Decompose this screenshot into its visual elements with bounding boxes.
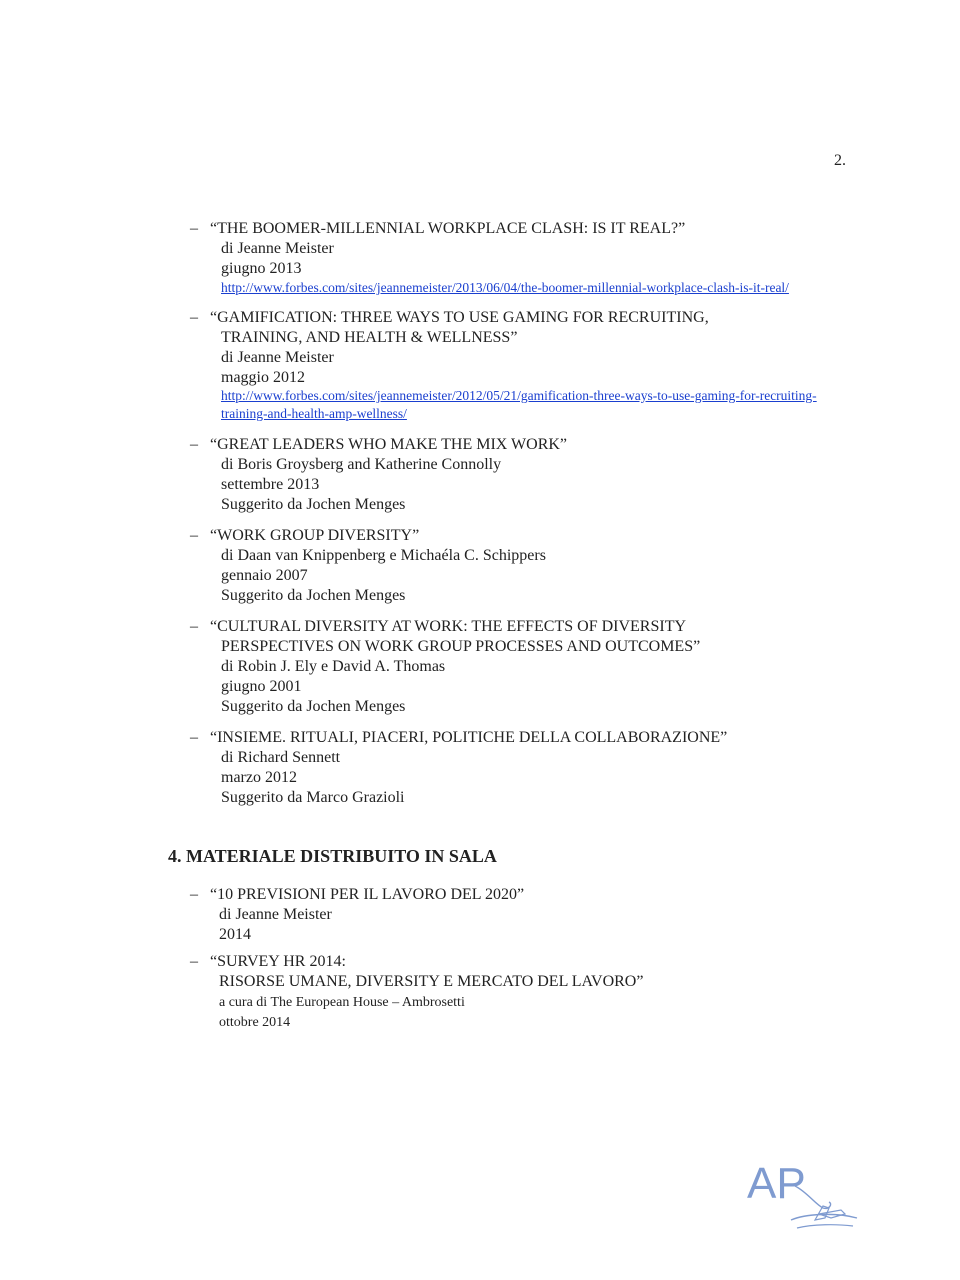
entry-title: “SURVEY HR 2014: (210, 953, 346, 970)
entry-date: gennaio 2007 (221, 567, 308, 584)
list-dash: – (190, 220, 198, 237)
list-dash: – (190, 527, 198, 544)
entry-author: di Daan van Knippenberg e Michaéla C. Schippers (221, 547, 546, 564)
entry-date: settembre 2013 (221, 476, 320, 493)
list-dash: – (190, 729, 198, 746)
ap-logo (745, 1158, 865, 1238)
entry-suggested-by: Suggerito da Jochen Menges (221, 698, 406, 715)
list-dash: – (190, 886, 198, 903)
list-dash: – (190, 309, 198, 326)
entry-date: giugno 2001 (221, 678, 302, 695)
entry-title: “CULTURAL DIVERSITY AT WORK: THE EFFECTS OF DIVERSITY (210, 618, 687, 635)
entry-author: di Jeanne Meister (221, 349, 334, 366)
entry-title: “GREAT LEADERS WHO MAKE THE MIX WORK” (210, 436, 568, 453)
entry-author: di Richard Sennett (221, 749, 341, 766)
entry-title-continued: PERSPECTIVES ON WORK GROUP PROCESSES AND OUTCOMES” (221, 638, 701, 655)
entry-author: di Robin J. Ely e David A. Thomas (221, 658, 446, 675)
entry-date: maggio 2012 (221, 369, 305, 386)
entry-title: “INSIEME. RITUALI, PIACERI, POLITICHE DELLA COLLABORAZIONE” (210, 729, 728, 746)
entry-link[interactable]: http://www.forbes.com/sites/jeannemeister/2012/05/21/gamification-three-ways-to-use-gaming-for-recruiting- (221, 388, 817, 403)
entry-author: di Jeanne Meister (219, 906, 332, 923)
entry-title: “WORK GROUP DIVERSITY” (210, 527, 420, 544)
entry-link-continued[interactable]: training-and-health-amp-wellness/ (221, 406, 407, 421)
page-number: 2. (834, 152, 846, 169)
entry-suggested-by: Suggerito da Jochen Menges (221, 587, 406, 604)
logo-text: AP (747, 1159, 806, 1208)
entry-suggested-by: Suggerito da Jochen Menges (221, 496, 406, 513)
section-heading: 4. MATERIALE DISTRIBUITO IN SALA (168, 846, 497, 866)
entry-date: marzo 2012 (221, 769, 297, 786)
list-dash: – (190, 618, 198, 635)
entry-title-continued: RISORSE UMANE, DIVERSITY E MERCATO DEL LAVORO” (219, 973, 644, 990)
entry-author: a cura di The European House – Ambrosetti (219, 995, 465, 1010)
entry-title-continued: TRAINING, AND HEALTH & WELLNESS” (221, 329, 518, 346)
entry-link[interactable]: http://www.forbes.com/sites/jeannemeister/2013/06/04/the-boomer-millennial-workplace-clash-is-it-real/ (221, 280, 789, 295)
entry-title: “THE BOOMER-MILLENNIAL WORKPLACE CLASH: IS IT REAL?” (210, 220, 686, 237)
list-dash: – (190, 436, 198, 453)
entry-title: “GAMIFICATION: THREE WAYS TO USE GAMING FOR RECRUITING, (210, 309, 709, 326)
entry-author: di Jeanne Meister (221, 240, 334, 257)
entry-author: di Boris Groysberg and Katherine Connolly (221, 456, 502, 473)
entry-date: giugno 2013 (221, 260, 302, 277)
list-dash: – (190, 953, 198, 970)
ap-logo-mark (745, 1158, 865, 1238)
entry-title: “10 PREVISIONI PER IL LAVORO DEL 2020” (210, 886, 525, 903)
entry-date: ottobre 2014 (219, 1015, 291, 1030)
entry-date: 2014 (219, 926, 251, 943)
entry-suggested-by: Suggerito da Marco Grazioli (221, 789, 405, 806)
